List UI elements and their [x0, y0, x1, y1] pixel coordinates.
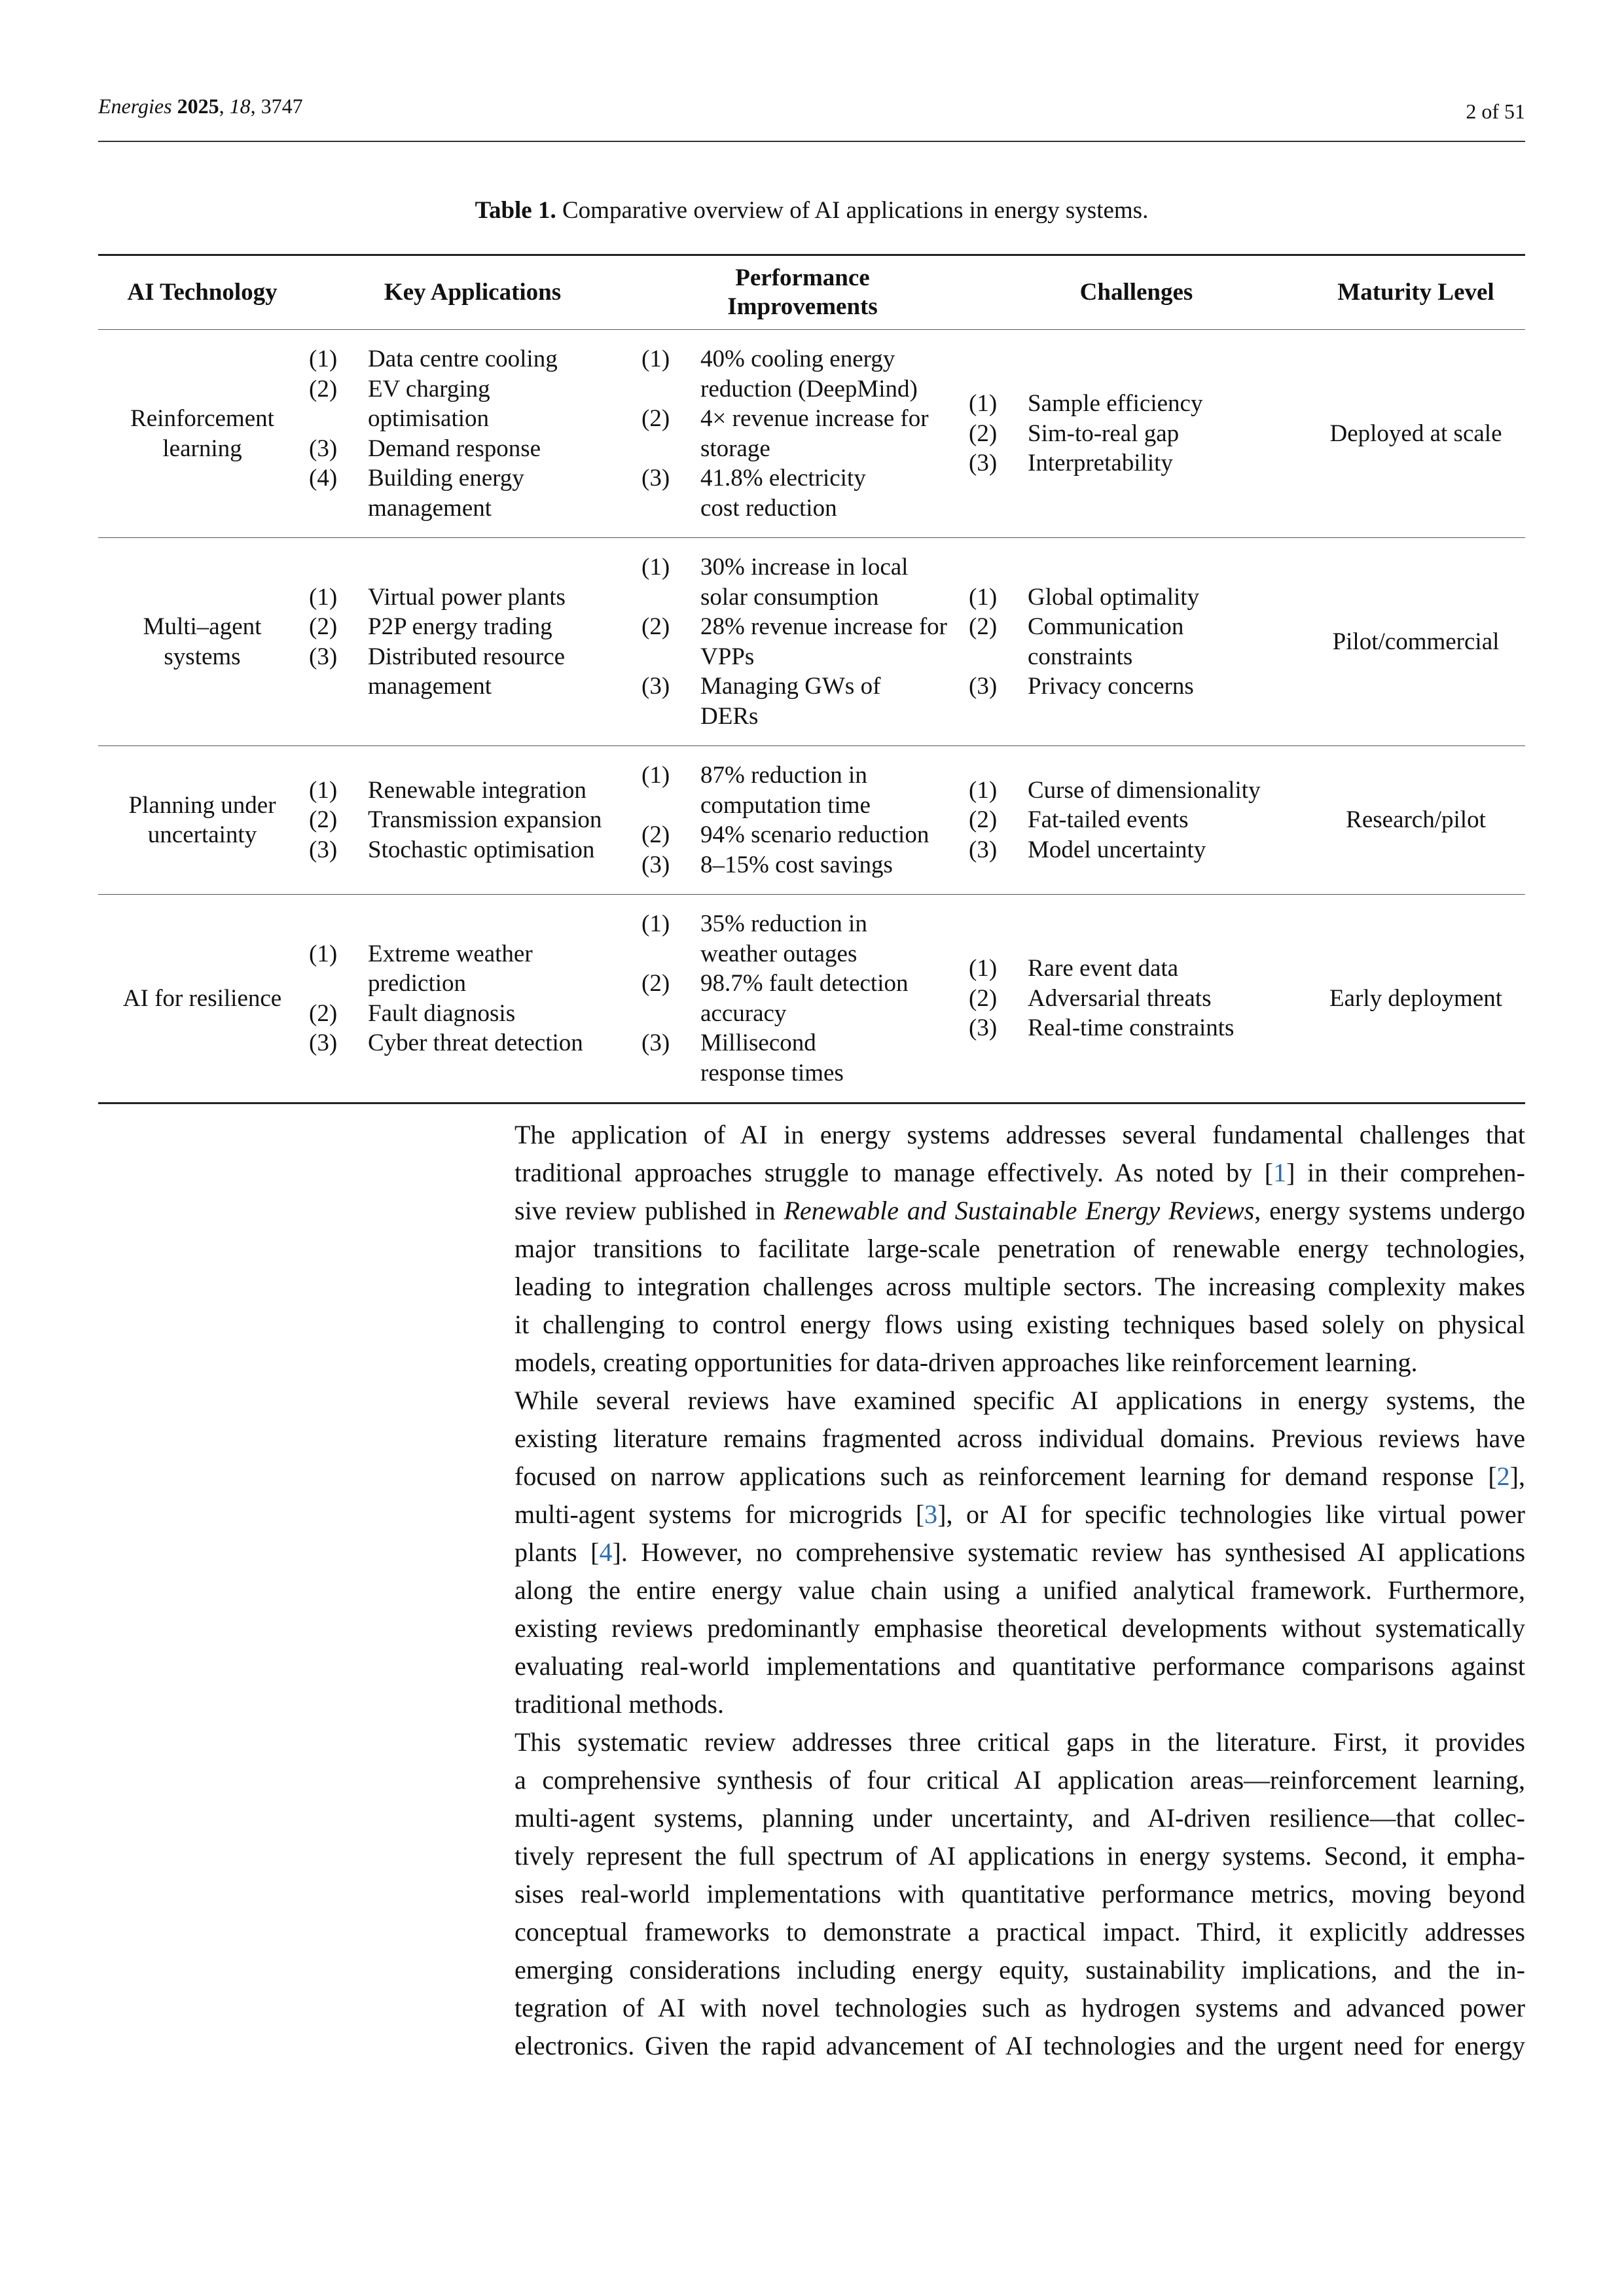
list-item: (1) 35% reduction in weather outages: [641, 910, 867, 967]
list-item: (3) Model uncertainty: [969, 836, 1206, 863]
maturity-cell: Early deployment: [1307, 895, 1525, 1103]
maturity-cell: Research/pilot: [1307, 746, 1525, 895]
list-item: (1) Curse of dimensionality: [969, 776, 1261, 804]
text-line: multi-agent systems for microgrids [3], or AI for specific technologies like virtual power: [514, 1499, 1526, 1529]
applications-cell: [306, 895, 639, 1103]
text-line: tively represent the full spectrum of AI applications in energy systems. Second, it empha-: [514, 1841, 1525, 1871]
list-item: (2) Adversarial threats: [969, 984, 1212, 1012]
list-item: (2) Sim-to-real gap: [969, 420, 1180, 447]
list-item: (2) 4× revenue increase for storage: [641, 405, 929, 462]
applications-cell: [306, 330, 639, 538]
table-row: [98, 895, 1525, 1103]
table-header-row: [98, 255, 1525, 330]
list-item: (1) Global optimality: [969, 583, 1200, 611]
performance-cell: [639, 895, 966, 1103]
text-line: it challenging to control energy flows using existing techniques based solely on physical: [514, 1310, 1525, 1339]
list-item: (2) 98.7% fault detection accuracy: [641, 970, 909, 1027]
list-item: (2) 28% revenue increase for VPPs: [641, 613, 947, 670]
list-item: (2) 94% scenario reduction: [641, 821, 929, 848]
citation-link[interactable]: 4: [599, 1537, 613, 1567]
column-header: Key Applications: [306, 255, 639, 330]
performance-cell: [639, 746, 966, 895]
text-line: existing literature remains fragmented across individual domains. Previous reviews have: [514, 1424, 1525, 1453]
technology-cell: Multi–agent systems: [98, 538, 306, 746]
table-caption: [98, 196, 1525, 224]
maturity-cell: Pilot/commercial: [1307, 538, 1525, 746]
list-item: (1) Sample efficiency: [969, 390, 1203, 418]
maturity-cell: Deployed at scale: [1307, 330, 1525, 538]
page-header: [98, 92, 1525, 142]
journal-citation: Energies 2025, 18, 3747: [98, 94, 303, 118]
text-line: focused on narrow applications such as reinforcement learning for demand response [2],: [514, 1462, 1525, 1491]
list-item: (4) Building energy management: [309, 465, 524, 522]
journal-name: Energies: [98, 94, 172, 118]
list-item: (2) Fault diagnosis: [309, 999, 516, 1027]
body-text: [457, 1116, 1525, 2065]
list-item: (3) Interpretability: [969, 450, 1173, 477]
list-item: (1) Virtual power plants: [309, 583, 566, 611]
list-item: (1) Extreme weather prediction: [309, 940, 533, 997]
citation-link[interactable]: 2: [1496, 1462, 1510, 1491]
applications-cell: [306, 538, 639, 746]
performance-cell: [639, 538, 966, 746]
text-line: This systematic review addresses three critical gaps in the literature. First, it provides: [514, 1727, 1525, 1757]
list-item: (3) Millisecond response times: [641, 1030, 844, 1086]
list-item: (3) Distributed resource management: [309, 643, 566, 700]
comparison-table: [98, 254, 1525, 1104]
text-line: electronics. Given the rapid advancement of AI technologies and the urgent need for energy: [514, 2031, 1525, 2060]
text-line: existing reviews predominantly emphasise theoretical developments without systematically: [514, 1613, 1525, 1643]
table-caption-text: Comparative overview of AI applications in energy systems.: [562, 197, 1149, 224]
text-line: sises real-world implementations with quantitative performance metrics, moving beyond: [514, 1879, 1525, 1909]
column-header: Maturity Level: [1307, 255, 1525, 330]
paragraph: [457, 1116, 1525, 1382]
list-item: (3) Cyber threat detection: [309, 1030, 583, 1056]
column-header: Challenges: [966, 255, 1307, 330]
technology-cell: Reinforcement learning: [98, 330, 306, 538]
text-line: plants [4]. However, no comprehensive systematic review has synthesised AI applications: [514, 1537, 1526, 1567]
text-line: While several reviews have examined specific AI applications in energy systems, the: [514, 1386, 1525, 1415]
list-item: (2) Fat-tailed events: [969, 806, 1189, 834]
text-line: multi-agent systems, planning under uncertainty, and AI-driven resilience—that collec-: [514, 1803, 1525, 1833]
text-line: along the entire energy value chain using a unified analytical framework. Furthermore,: [514, 1575, 1525, 1605]
text-line: models, creating opportunities for data-driven approaches like reinforcement learning.: [514, 1348, 1418, 1377]
list-item: (2) Communication constraints: [969, 613, 1184, 670]
list-item: (3) 8–15% cost savings: [641, 851, 893, 878]
applications-cell: [306, 746, 639, 895]
list-item: (3) Demand response: [309, 435, 541, 462]
table-row: [98, 746, 1525, 895]
list-item: (1) Data centre cooling: [309, 346, 558, 372]
challenges-cell: [966, 330, 1307, 538]
text-line: traditional approaches struggle to manage effectively. As noted by [1] in their comprehen-: [514, 1158, 1525, 1187]
list-item: (1) Renewable integration: [309, 776, 586, 804]
table-row: [98, 538, 1525, 746]
list-item: (2) Transmission expansion: [309, 806, 602, 834]
list-item: (3) Privacy concerns: [969, 673, 1194, 700]
list-item: (1) 87% reduction in computation time: [641, 762, 871, 819]
text-line: leading to integration challenges across multiple sectors. The increasing complexity makes: [514, 1272, 1525, 1301]
citation-link[interactable]: 1: [1273, 1158, 1287, 1187]
text-line: evaluating real-world implementations and quantitative performance comparisons against: [514, 1651, 1525, 1681]
list-item: (2) EV charging optimisation: [309, 375, 490, 432]
technology-cell: Planning under uncertainty: [98, 746, 306, 895]
list-item: (1) Rare event data: [969, 955, 1179, 982]
performance-cell: [639, 330, 966, 538]
journal-year: 2025: [177, 94, 219, 118]
text-line: a comprehensive synthesis of four critical AI application areas—reinforcement learning,: [514, 1765, 1525, 1795]
text-line: traditional methods.: [514, 1689, 724, 1719]
text-line: tegration of AI with novel technologies such as hydrogen systems and advanced power: [514, 1993, 1525, 2022]
journal-title: Renewable and Sustainable Energy Reviews: [784, 1196, 1255, 1225]
table-row: [98, 330, 1525, 538]
table-caption-label: Table 1.: [475, 197, 556, 224]
text-line: major transitions to facilitate large-scale penetration of renewable energy technologies,: [514, 1234, 1525, 1263]
text-line: sive review published in Renewable and Sustainable Energy Reviews, energy systems undergo: [514, 1196, 1526, 1225]
list-item: (2) P2P energy trading: [309, 613, 552, 640]
citation-link[interactable]: 3: [924, 1499, 938, 1529]
technology-cell: AI for resilience: [98, 895, 306, 1103]
journal-volume: 18: [229, 94, 251, 118]
column-header: AI Technology: [98, 255, 306, 330]
list-item: (3) 41.8% electricity cost reduction: [641, 465, 866, 522]
text-line: The application of AI in energy systems addresses several fundamental challenges that: [514, 1120, 1525, 1149]
column-header: Performance Improvements: [639, 255, 966, 330]
paragraph: [457, 1382, 1525, 1723]
text-line: conceptual frameworks to demonstrate a practical impact. Third, it explicitly addresses: [514, 1917, 1525, 1946]
list-item: (3) Managing GWs of DERs: [641, 673, 881, 730]
list-item: (3) Real-time constraints: [969, 1014, 1235, 1042]
challenges-cell: [966, 538, 1307, 746]
article-number: 3747: [261, 94, 303, 118]
text-line: emerging considerations including energy equity, sustainability implications, and the in-: [514, 1955, 1525, 1984]
list-item: (3) Stochastic optimisation: [309, 836, 595, 863]
challenges-cell: [966, 746, 1307, 895]
list-item: (1) 30% increase in local solar consumption: [641, 554, 909, 611]
paragraph: [457, 1723, 1525, 2065]
list-item: (1) 40% cooling energy reduction (DeepMind): [641, 346, 918, 403]
page-number: 2 of 51: [1466, 99, 1525, 123]
challenges-cell: [966, 895, 1307, 1103]
